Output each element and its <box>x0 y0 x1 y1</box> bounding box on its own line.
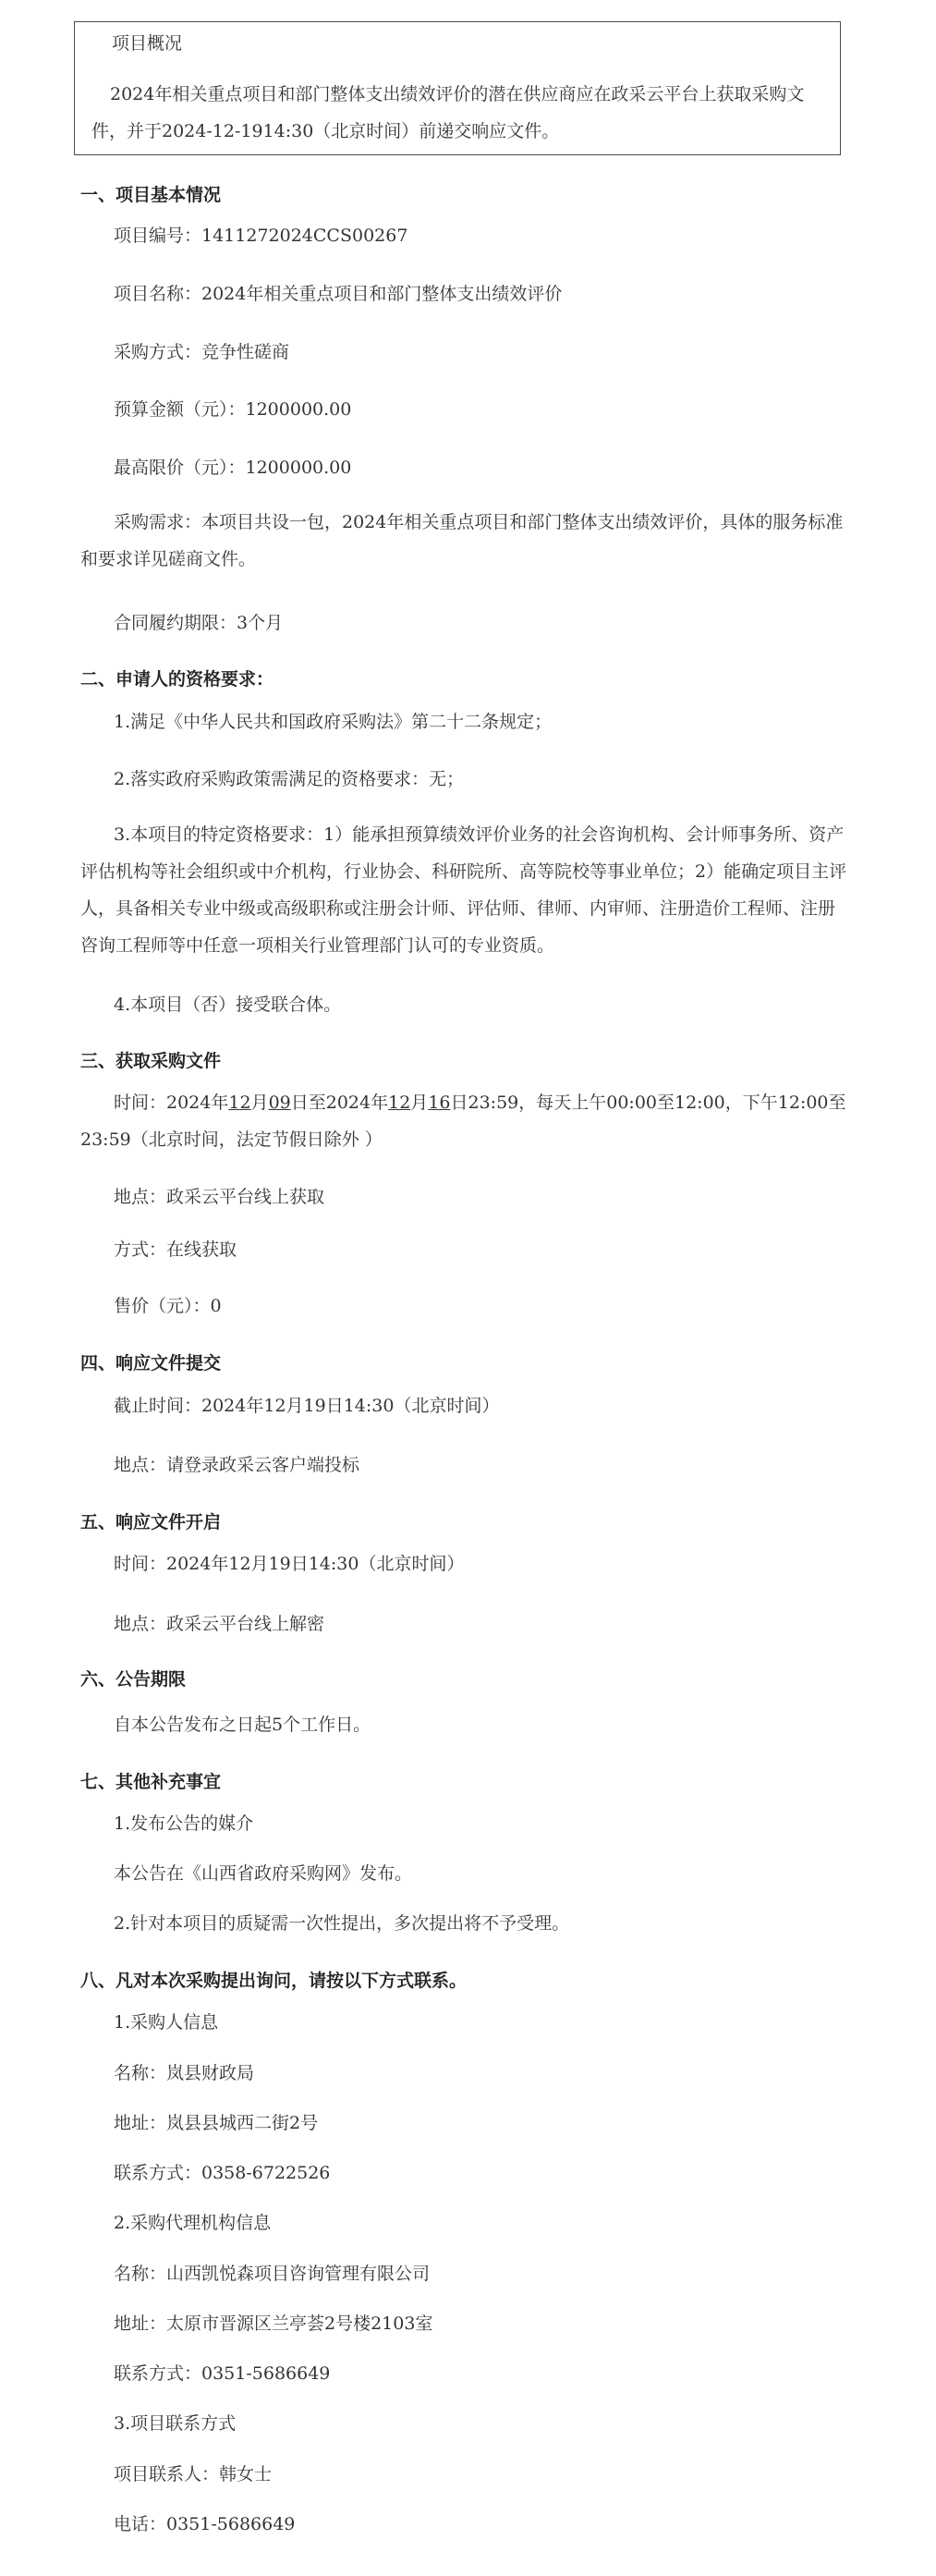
section-5-heading: 五、响应文件开启 <box>80 1512 222 1532</box>
obtain-time: 时间：2024年12月09日至2024年12月16日23:59，每天上午00:00至12:00，下午12:00至 <box>114 1093 846 1113</box>
buyer-name: 名称：岚县财政局 <box>114 2063 255 2083</box>
section-2-heading: 二、申请人的资格要求： <box>80 669 274 690</box>
section-6-heading: 六、公告期限 <box>80 1669 187 1690</box>
contract-period: 合同履约期限：3个月 <box>114 613 284 633</box>
obtain-price: 售价（元）：0 <box>114 1296 222 1316</box>
section-4-heading: 四、响应文件提交 <box>80 1353 222 1373</box>
supplement-1: 1.发布公告的媒介 <box>114 1813 254 1834</box>
qualification-1: 1.满足《中华人民共和国政府采购法》第二十二条规定； <box>114 712 553 732</box>
obtain-time-line2: 23:59（北京时间，法定节假日除外 ） <box>80 1129 383 1150</box>
project-name: 项目名称：2024年相关重点项目和部门整体支出绩效评价 <box>114 284 563 304</box>
supplement-2: 2.针对本项目的质疑需一次性提出，多次提出将不予受理。 <box>114 1913 570 1934</box>
buyer-contact: 联系方式：0358-6722526 <box>114 2163 331 2183</box>
agent-title: 2.采购代理机构信息 <box>114 2213 272 2233</box>
purchase-method: 采购方式：竞争性磋商 <box>114 342 290 362</box>
obtain-way: 方式：在线获取 <box>114 1239 237 1260</box>
agent-address: 地址：太原市晋源区兰亭荟2号楼2103室 <box>114 2314 433 2334</box>
buyer-title: 1.采购人信息 <box>114 2012 219 2033</box>
qualification-3: 3.本项目的特定资格要求：1）能承担预算绩效评价业务的社会咨询机构、会计师事务所、资产评估机构等社会组织或中介机构，行业协会、科研院所、高等院校等事业单位；2）能确定项目主评人，具备相关专业中级或高级职称或注册会计师、评估师、律师、内审师、注册造价工程师、注册咨询工程师等中任意一项相关行业管理部门认可的专业资质。 <box>80 824 847 956</box>
agent-name: 名称：山西凯悦森项目咨询管理有限公司 <box>114 2264 431 2284</box>
open-place: 地点：政采云平台线上解密 <box>114 1614 325 1634</box>
supplement-media: 本公告在《山西省政府采购网》发布。 <box>114 1863 413 1884</box>
overview-box <box>74 21 841 155</box>
budget-amount: 预算金额（元）：1200000.00 <box>114 399 352 420</box>
section-1-heading: 一、项目基本情况 <box>80 185 222 205</box>
project-contact-person: 项目联系人：韩女士 <box>114 2464 273 2484</box>
project-contact-title: 3.项目联系方式 <box>114 2413 237 2434</box>
open-time: 时间：2024年12月19日14:30（北京时间） <box>114 1554 465 1574</box>
notice-period: 自本公告发布之日起5个工作日。 <box>114 1715 371 1735</box>
qualification-4: 4.本项目（否）接受联合体。 <box>114 995 342 1015</box>
overview-title: 项目概况 <box>112 33 183 54</box>
project-contact-phone: 电话：0351-5686649 <box>114 2514 296 2534</box>
max-price: 最高限价（元）：1200000.00 <box>114 458 352 478</box>
obtain-place: 地点：政采云平台线上获取 <box>114 1187 325 1207</box>
project-number: 项目编号：1411272024CCS00267 <box>114 226 408 246</box>
overview-text: 2024年相关重点项目和部门整体支出绩效评价的潜在供应商应在政采云平台上获取采购文件，并于2024-12-1914:30（北京时间）前递交响应文件。 <box>91 84 805 141</box>
purchase-need: 采购需求：本项目共设一包，2024年相关重点项目和部门整体支出绩效评价，具体的服务标准和要求详见磋商文件。 <box>80 512 844 569</box>
section-8-heading: 八、凡对本次采购提出询问，请按以下方式联系。 <box>80 1971 468 1991</box>
qualification-2: 2.落实政府采购政策需满足的资格要求：无； <box>114 769 465 789</box>
submit-place: 地点：请登录政采云客户端投标 <box>114 1455 360 1475</box>
submit-deadline: 截止时间：2024年12月19日14:30（北京时间） <box>114 1396 500 1416</box>
buyer-address: 地址：岚县县城西二街2号 <box>114 2113 319 2133</box>
section-3-heading: 三、获取采购文件 <box>80 1051 222 1071</box>
section-7-heading: 七、其他补充事宜 <box>80 1772 222 1792</box>
agent-contact: 联系方式：0351-5686649 <box>114 2363 331 2384</box>
